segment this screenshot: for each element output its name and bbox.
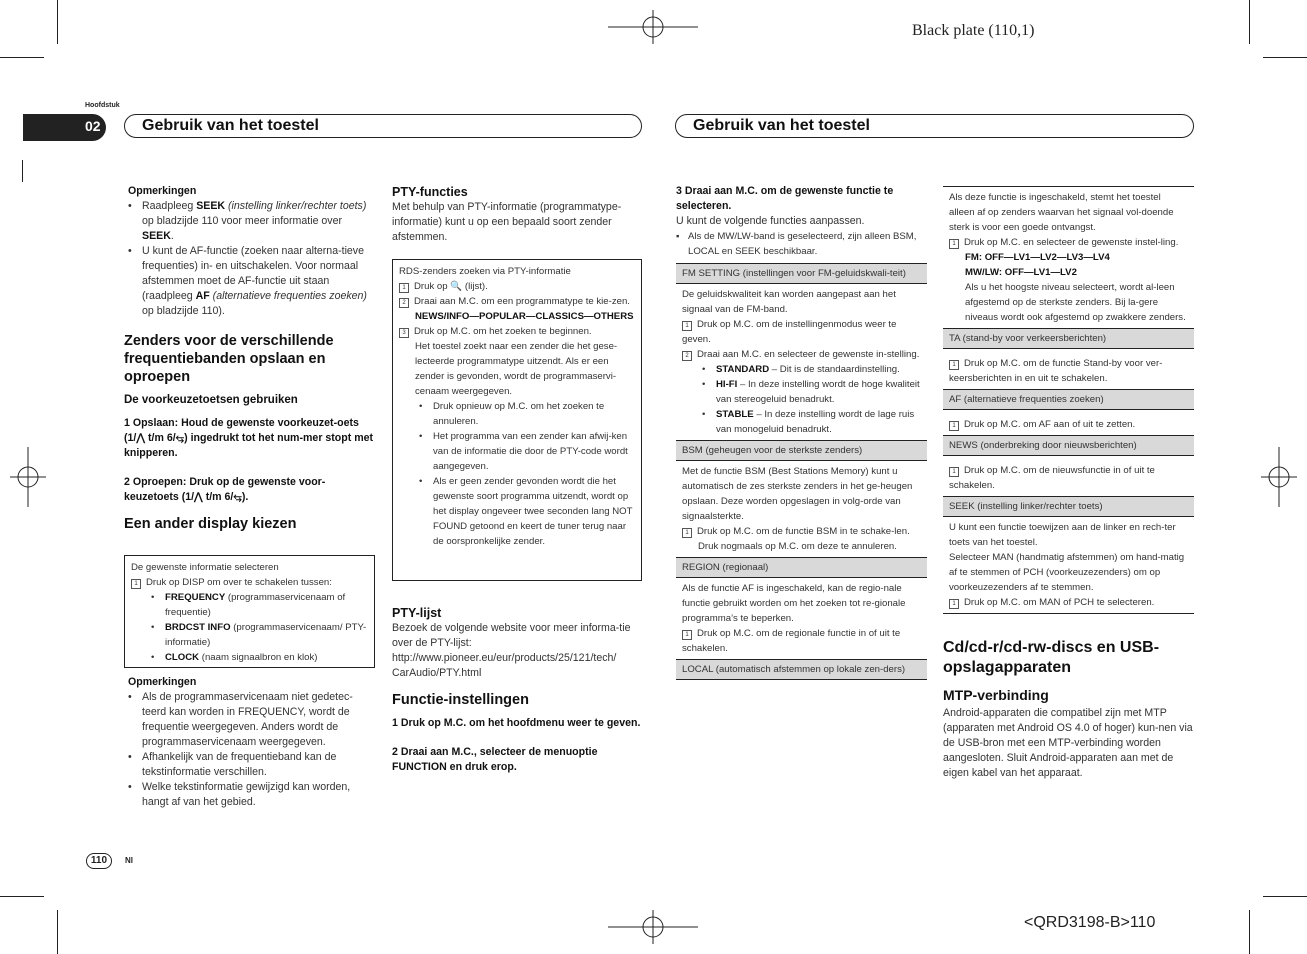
column-1-notes	[124, 675, 374, 810]
region-head: REGION (regionaal)	[676, 557, 927, 578]
crop-mark	[1249, 910, 1250, 954]
plate-label: Black plate (110,1)	[912, 22, 1035, 39]
box-step: Druk op DISP om over te schakelen tussen:	[146, 577, 332, 588]
subheading-presets: De voorkeuzetoetsen gebruiken	[124, 394, 298, 406]
box-title: De gewenste informatie selecteren	[131, 562, 279, 573]
crop-mark	[0, 57, 44, 58]
step-store: 1 Opslaan: Houd de gewenste voorkeuzet-oets (1/⋀ t/m 6/⥃) ingedrukt tot het num-mer stopt met knipperen.	[124, 417, 374, 459]
ta-body: 1 Druk op M.C. om de functie Stand-by voor ver-keersberichten in en uit te schakelen.	[949, 358, 1163, 384]
seek-head: SEEK (instelling linker/rechter toets)	[943, 496, 1194, 517]
step-3: 3 Draai aan M.C. om de gewenste functie te selecteren.	[676, 185, 894, 212]
ta-head: TA (stand-by voor verkeersberichten)	[943, 328, 1194, 349]
box-item: • CLOCK (naam signaalbron en klok)	[147, 650, 368, 665]
page-number: 110	[86, 853, 112, 869]
box-step-text: Het toestel zoekt naar een zender die het gese-lecteerde programmatype uitzendt. Als er een zender is gevonden, wordt de programmaservi-cenaam weergegeven.	[415, 341, 618, 397]
registration-mark-left	[10, 447, 46, 507]
box-step: Druk op 🔍 (lijst).	[414, 281, 488, 292]
heading-functions: Functie-instellingen	[392, 692, 529, 708]
note-item: • Raadpleeg SEEK (instelling linker/rechter toets) op bladzijde 110 voor meer informatie over SEEK.	[124, 199, 374, 244]
crop-mark	[1249, 0, 1250, 44]
pty-list-text: Bezoek de volgende website voor meer informa-tie over de PTY-lijst: http://www.pioneer.eu/eur/products/25/121/tech/ CarAudio/PTY.html	[392, 622, 631, 679]
func-step-2: 2 Draai aan M.C., selecteer de menuoptie FUNCTION en druk erop.	[392, 746, 598, 773]
box-step: Druk op M.C. om het zoeken te beginnen.	[414, 326, 592, 337]
crop-mark	[22, 160, 23, 182]
column-3	[676, 184, 927, 680]
box-bullet: • Druk opnieuw op M.C. om het zoeken te annuleren.	[415, 399, 635, 429]
page-language: Nl	[125, 856, 133, 865]
crop-mark	[57, 0, 58, 44]
crop-mark	[0, 896, 44, 897]
note-item: • Als de programmaservicenaam niet gedetec-teerd kan worden in FREQUENCY, wordt de frequentie weergegeven. Anders wordt de programmaservicenaam weergegeven.	[124, 690, 374, 750]
func-step-1: 1 Druk op M.C. om het hoofdmenu weer te geven.	[392, 717, 641, 729]
chapter-number: 02	[85, 118, 101, 134]
local-body: Als deze functie is ingeschakeld, stemt het toestel alleen af op zenders waarvan het signaal vol-doende sterk is voor een goede ontvangst. 1 Druk op M.C. en selecteer de gewenste instel-ling. FM: OFF—LV1—LV2—LV3—LV4 MW/LW: OFF—LV1—LV2 Als u het hoogste niveau selecteert, wordt al-leen afgestemd op de sterkste zenders. Bij la-gere niveaus wordt ook afgestemd op zwakkere zenders.	[943, 186, 1194, 328]
display-select-box: De gewenste informatie selecteren 1 Druk op DISP om over te schakelen tussen: • FREQUENCY (programmaservicenaam of frequentie) • BRDCST INFO (programmaservicenaam/ PTY-informatie) • CLOCK (naam signaalbron en klok)	[124, 555, 375, 668]
note-item: • Afhankelijk van de frequentieband kan de tekstinformatie verschillen.	[124, 750, 374, 780]
news-body: 1 Druk op M.C. om de nieuwsfunctie in of uit te schakelen.	[949, 465, 1155, 491]
mtp-text: Android-apparaten die compatibel zijn met MTP (apparaten met Android OS 4.0 of hoger) kun-nen via de USB-bron met een MTP-verbinding worden aangesloten. Sluit Android-apparaten aan met de eigen kabel van het apparaat.	[943, 707, 1193, 779]
bsm-head: BSM (geheugen voor de sterkste zenders)	[676, 440, 927, 461]
step-3-text: U kunt de volgende functies aanpassen.	[676, 215, 865, 227]
note-item: • U kunt de AF-functie (zoeken naar alterna-tieve frequenties) in- en uitschakelen. Voor normaal afstemmen moet de AF-functie uit staan (raadpleeg AF (alternatieve frequenties zoeken) op bladzijde 110).	[124, 244, 374, 319]
pty-text: Met behulp van PTY-informatie (programmatype-informatie) kunt u op een bepaald soort zender afstemmen.	[392, 201, 622, 243]
crop-mark	[1263, 896, 1307, 897]
section-title-right: Gebruik van het toestel	[693, 117, 870, 134]
note-item: • Welke tekstinformatie gewijzigd kan worden, hangt af van het gebied.	[124, 780, 374, 810]
column-2	[392, 184, 642, 245]
heading-discs-usb: Cd/cd-r/cd-rw-discs en USB-opslagapparaten	[943, 639, 1160, 676]
registration-mark-top	[608, 10, 698, 44]
column-4	[943, 186, 1194, 781]
box-title: RDS-zenders zoeken via PTY-informatie	[399, 266, 571, 277]
column-1	[124, 184, 374, 533]
fm-setting-head: FM SETTING (instellingen voor FM-geluidskwali-teit)	[676, 263, 927, 284]
notes-title: Opmerkingen	[128, 185, 197, 197]
box-step: Draai aan M.C. om een programmatype te kie-zen.	[414, 296, 630, 307]
fm-setting-body: De geluidskwaliteit kan worden aangepast aan het signaal van de FM-band. 1 Druk op M.C. om de instellingenmodus weer te geven. 2 Draai aan M.C. en selecteer de gewenste in-stelling. • STANDARD – Dit is de standaardinstelling. • HI-FI – In deze instelling wordt de hoge kwaliteit van stereogeluid benadrukt. • STABLE – In deze instelling wordt de lage ruis van monogeluid benadrukt.	[676, 284, 927, 440]
registration-mark-right	[1261, 447, 1297, 507]
af-body: 1 Druk op M.C. om AF aan of uit te zetten.	[943, 410, 1194, 435]
local-head: LOCAL (automatisch afstemmen op lokale zen-ders)	[676, 659, 927, 680]
pty-options: NEWS/INFO—POPULAR—CLASSICS—OTHERS	[415, 311, 634, 322]
box-item: • BRDCST INFO (programmaservicenaam/ PTY-informatie)	[147, 620, 368, 650]
column-2-lower	[392, 605, 642, 775]
news-head: NEWS (onderbreking door nieuwsberichten)	[943, 435, 1194, 456]
step-recall: 2 Oproepen: Druk op de gewenste voor-keuzetoets (1/⋀ t/m 6/⥃).	[124, 476, 326, 503]
box-bullet: • Het programma van een zender kan afwij-ken van de informatie die door de PTY-code wordt aangegeven.	[415, 429, 635, 474]
heading-pty: PTY-functies	[392, 185, 468, 199]
band-note: ▪ Als de MW/LW-band is geselecteerd, zijn alleen BSM, LOCAL en SEEK beschikbaar.	[676, 231, 917, 257]
box-bullet: • Als er geen zender gevonden wordt die het gewenste soort programma uitzendt, wordt op het display ongeveer twee seconden lang NOT FOUND getoond en keert de tuner terug naar de oorspronkelijke zender.	[415, 474, 635, 549]
notes-title: Opmerkingen	[128, 676, 197, 688]
crop-mark	[1263, 57, 1307, 58]
af-head: AF (alternatieve frequenties zoeken)	[943, 389, 1194, 410]
region-body: Als de functie AF is ingeschakeld, kan de regio-nale functie gebruikt worden om het zoeken tot re-gionale programma’s te beperken. 1 Druk op M.C. om de regionale functie in of uit te schakelen.	[682, 583, 906, 654]
heading-pty-list: PTY-lijst	[392, 606, 442, 620]
pty-box: RDS-zenders zoeken via PTY-informatie 1 Druk op 🔍 (lijst). 2 Draai aan M.C. om een programmatype te kie-zen. NEWS/INFO—POPULAR—CLASSICS—OTHERS 3 Druk op M.C. om het zoeken te beginnen. Het toestel zoekt naar een zender die het gese-lecteerde programmatype uitzendt. Als er een zender is gevonden, wordt de programmaservi-cenaam weergegeven. • Druk opnieuw op M.C. om het zoeken te annuleren. • Het programma van een zender kan afwij-ken van de informatie die door de PTY-code wordt aangegeven. • Als er geen zender gevonden wordt die het gewenste soort programma uitzendt, wordt op het display ongeveer twee seconden lang NOT FOUND getoond en keert de tuner terug naar de oorspronkelijke zender.	[392, 259, 642, 581]
box-item: • FREQUENCY (programmaservicenaam of frequentie)	[147, 590, 368, 620]
registration-mark-bottom	[608, 910, 698, 944]
document-code: <QRD3198-B>110	[1024, 914, 1156, 931]
chapter-label: Hoofdstuk	[85, 102, 120, 109]
heading-display: Een ander display kiezen	[124, 516, 297, 532]
subheading-mtp: MTP-verbinding	[943, 687, 1049, 703]
heading-presets: Zenders voor de verschillende frequentiebanden opslaan en oproepen	[124, 333, 334, 385]
crop-mark	[57, 910, 58, 954]
section-title-left: Gebruik van het toestel	[142, 117, 319, 134]
bsm-body: Met de functie BSM (Best Stations Memory) kunt u automatisch de zes sterkste zenders in het ge-heugen opslaan. Deze worden opgeslagen in volg-orde van signaalsterkte. 1 Druk op M.C. om de functie BSM in te schake-len. Druk nogmaals op M.C. om deze te annuleren.	[682, 466, 913, 552]
seek-body: U kunt een functie toewijzen aan de linker en rech-ter toets van het toestel. Selecteer MAN (handmatig afstemmen) om hand-matig af te stemmen of PCH (voorkeuzezenders) om op voorkeuzezenders af te stemmen. 1 Druk op M.C. om MAN of PCH te selecteren.	[943, 517, 1194, 614]
